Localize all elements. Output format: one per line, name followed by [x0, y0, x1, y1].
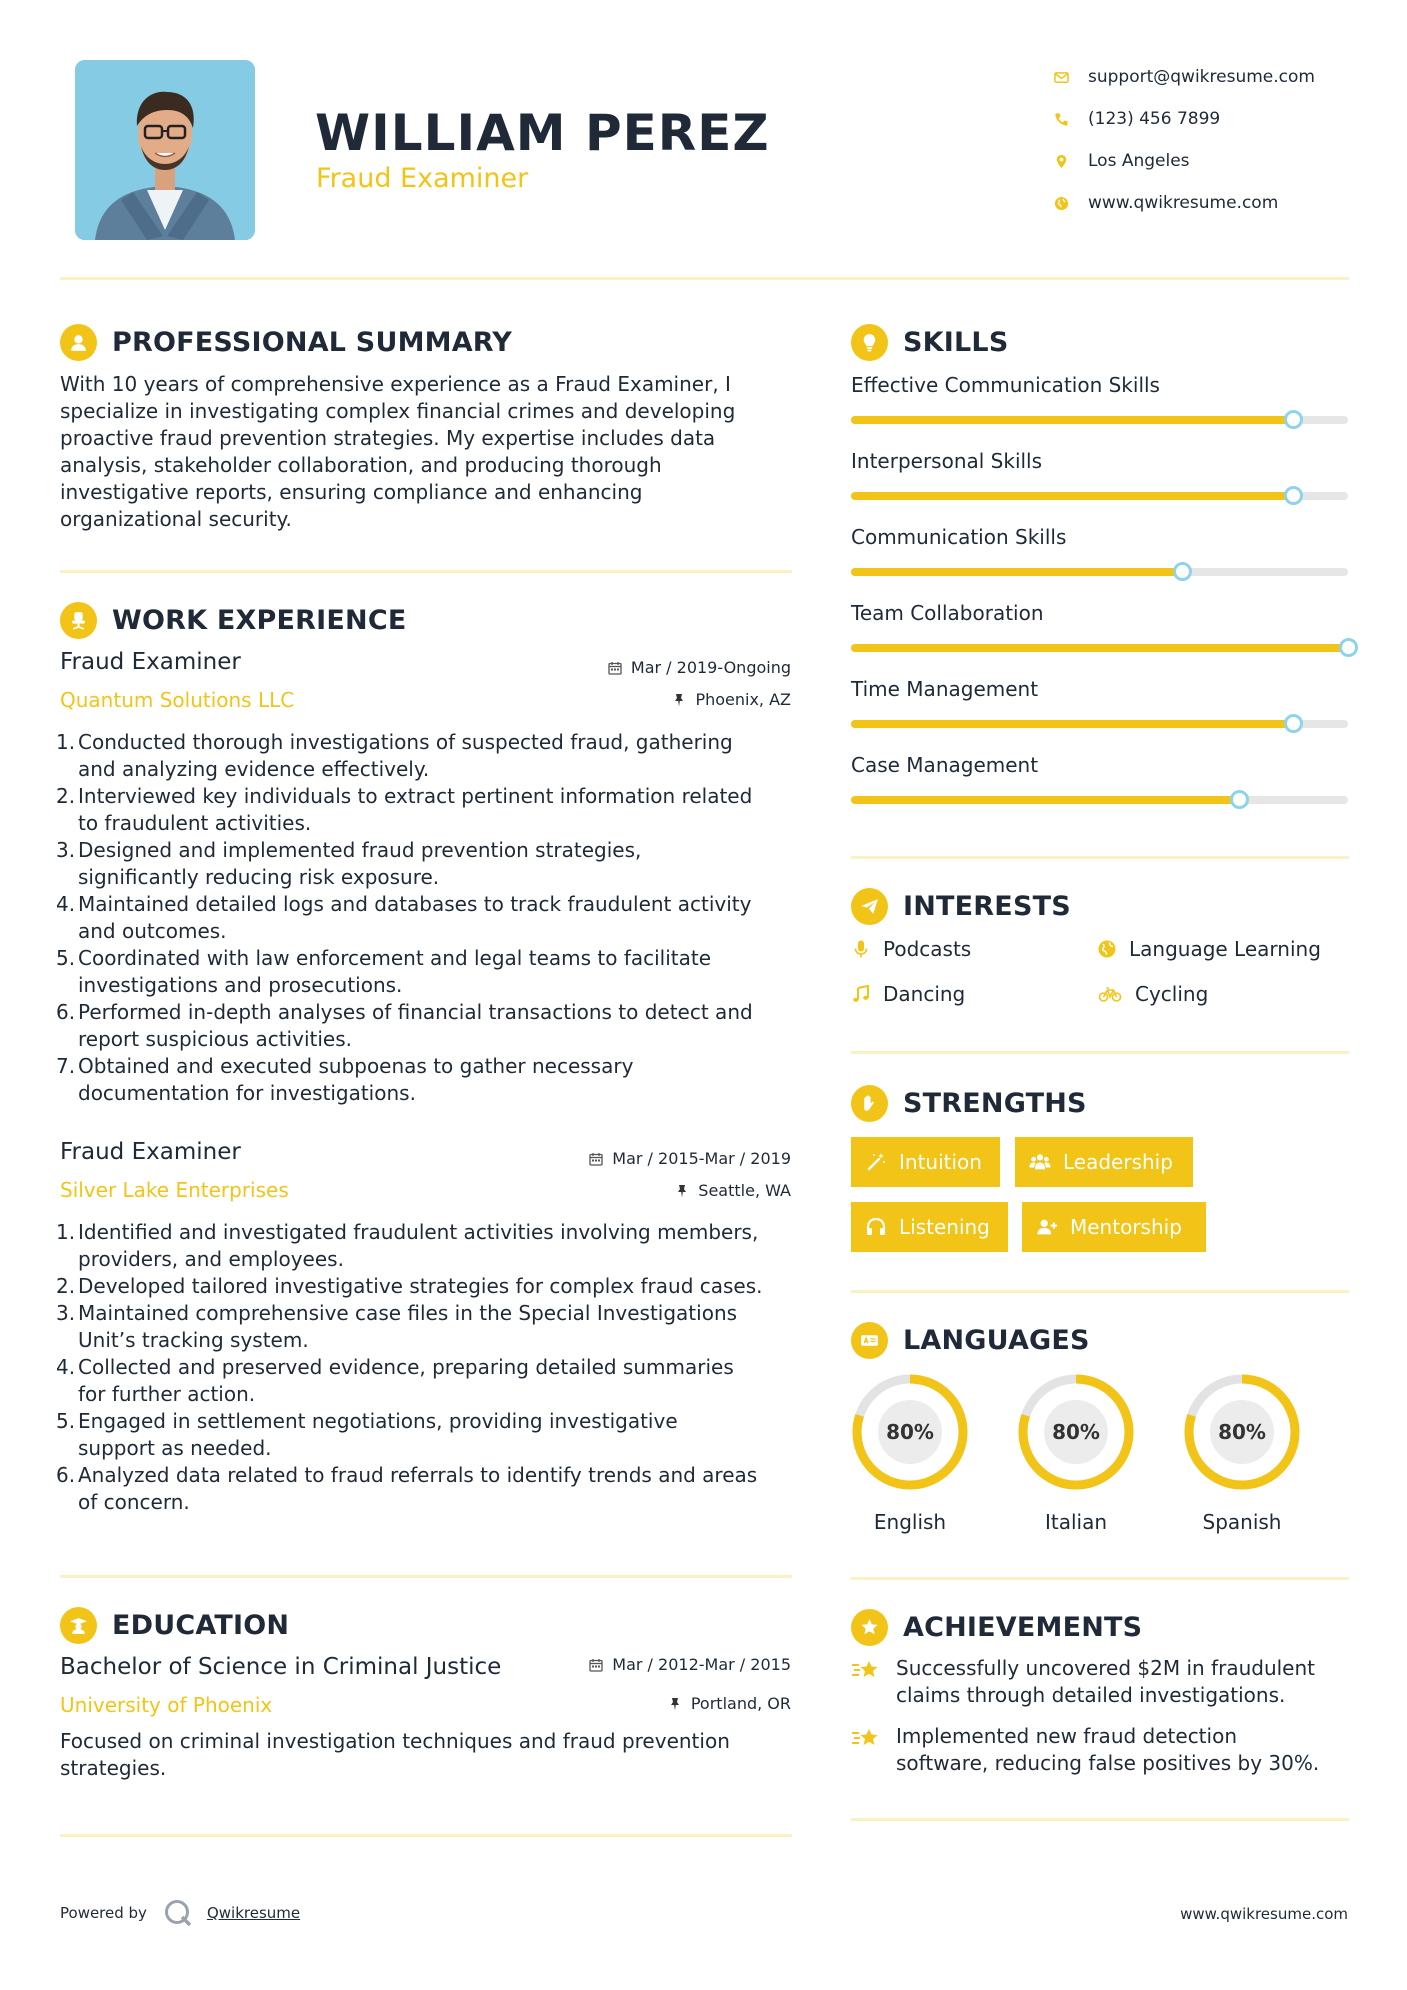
contact-email-text: support@qwikresume.com: [1088, 67, 1315, 87]
job-date-text: Mar / 2019-Ongoing: [630, 658, 791, 677]
education-title: EDUCATION: [112, 1610, 290, 1641]
interest-item: [851, 937, 971, 961]
section-divider: [60, 570, 792, 573]
skill-label: Interpersonal Skills: [851, 449, 1043, 473]
achievement-item: [851, 1723, 1351, 1777]
job-duties: [56, 729, 800, 1107]
footer-branding: [60, 1898, 300, 1928]
education-date: [460, 1655, 791, 1674]
magic-wand-icon: [865, 1151, 887, 1173]
job-company: Silver Lake Enterprises: [60, 1178, 289, 1202]
interest-label: Dancing: [883, 982, 966, 1006]
pin-icon: [675, 1184, 689, 1198]
work-heading: [60, 602, 406, 639]
interest-item: [851, 982, 965, 1006]
school-name: University of Phoenix: [60, 1693, 273, 1717]
skill-item: [851, 677, 1348, 704]
shooting-star-icon: [851, 1657, 881, 1685]
summary-line: organizational security.: [60, 507, 292, 531]
skill-level-knob: [1230, 790, 1249, 809]
duty-item: 3. Designed and implemented fraud prevention strategies, significantly reducing risk exposure.: [56, 838, 642, 889]
skill-level-fill: [851, 416, 1293, 424]
language-card-icon: [851, 1322, 888, 1359]
summary-line: specialize in investigating complex financial crimes and developing: [60, 399, 736, 423]
education-location: [460, 1694, 791, 1713]
summary-line: proactive fraud prevention strategies. My expertise includes data: [60, 426, 716, 450]
language-ring: [848, 1370, 972, 1494]
envelope-icon: [1052, 70, 1088, 85]
work-title: WORK EXPERIENCE: [112, 605, 407, 636]
duty-item: 3. Maintained comprehensive case files in the Special Investigations Unit’s tracking system.: [56, 1301, 738, 1352]
summary-text: [60, 371, 800, 533]
education-location-text: Portland, OR: [690, 1694, 791, 1713]
contact-location-text: Los Angeles: [1088, 151, 1190, 171]
phone-icon: [1052, 112, 1088, 127]
powered-by-text: Powered by: [60, 1904, 147, 1922]
pin-icon: [672, 693, 686, 707]
user-plus-icon: [1036, 1216, 1058, 1238]
skill-label: Team Collaboration: [851, 601, 1044, 625]
languages-heading: [851, 1322, 1090, 1359]
shooting-star-icon: [851, 1725, 881, 1753]
language-name: Italian: [1044, 1510, 1108, 1534]
duty-item: 2. Developed tailored investigative strategies for complex fraud cases.: [56, 1274, 763, 1298]
achievements-heading: [851, 1609, 1142, 1646]
section-divider: [851, 1290, 1349, 1293]
language-item: [1014, 1370, 1138, 1534]
language-percent: 80%: [886, 1420, 934, 1444]
skill-item: [851, 601, 1348, 628]
language-item: [848, 1370, 972, 1534]
achievement-text: Successfully uncovered $2M in fraudulent claims through detailed investigations.: [896, 1656, 1315, 1707]
contact-phone[interactable]: [1052, 98, 1372, 140]
calendar-icon: [589, 1152, 603, 1166]
contact-email[interactable]: [1052, 56, 1372, 98]
skill-level-knob: [1284, 410, 1303, 429]
graduate-icon: [60, 1607, 97, 1644]
duty-item: 4. Collected and preserved evidence, preparing detailed summaries for further action.: [56, 1355, 734, 1406]
skill-label: Case Management: [851, 753, 1039, 777]
job-location: [460, 1181, 791, 1200]
bicycle-icon: [1097, 984, 1123, 1004]
job-date-text: Mar / 2015-Mar / 2019: [612, 1149, 791, 1168]
contact-website[interactable]: [1052, 182, 1372, 224]
achievement-item: [851, 1655, 1351, 1709]
office-chair-icon: [60, 602, 97, 639]
summary-title: PROFESSIONAL SUMMARY: [112, 327, 513, 358]
education-line: strategies.: [60, 1756, 167, 1780]
language-percent: 80%: [1218, 1420, 1266, 1444]
calendar-icon: [608, 661, 622, 675]
strength-tag: [851, 1202, 1008, 1252]
duty-item: 5. Engaged in settlement negotiations, providing investigative support as needed.: [56, 1409, 678, 1460]
duty-item: 7. Obtained and executed subpoenas to gather necessary documentation for investigations.: [56, 1054, 634, 1105]
interests-title: INTERESTS: [903, 891, 1071, 922]
education-line: Focused on criminal investigation techniques and fraud prevention: [60, 1729, 730, 1753]
duty-item: 2. Interviewed key individuals to extract pertinent information related to fraudulent activities.: [56, 784, 753, 835]
location-icon: [1052, 154, 1088, 169]
section-divider: [851, 1577, 1349, 1580]
job-date: [460, 1149, 791, 1168]
job-location-text: Seattle, WA: [698, 1181, 791, 1200]
strength-label: Mentorship: [1070, 1215, 1182, 1239]
achievement-text: Implemented new fraud detection software, reducing false positives by 30%.: [896, 1724, 1320, 1775]
header-divider: [60, 277, 1349, 280]
language-name: English: [873, 1510, 947, 1534]
duty-item: 4. Maintained detailed logs and databases to track fraudulent activity and outcomes.: [56, 892, 752, 943]
skill-item: [851, 753, 1348, 780]
job-company: Quantum Solutions LLC: [60, 688, 295, 712]
contact-list: [1052, 56, 1372, 224]
qwikresume-link[interactable]: Qwikresume: [206, 1904, 301, 1922]
microphone-icon: [851, 939, 871, 959]
summary-line: analysis, stakeholder collaboration, and producing thorough: [60, 453, 662, 477]
summary-line: investigative reports, ensuring compliance and enhancing: [60, 480, 643, 504]
interests-heading: [851, 888, 1071, 925]
job-title: Fraud Examiner: [60, 649, 241, 675]
language-ring: [1014, 1370, 1138, 1494]
skill-item: [851, 525, 1348, 552]
strength-tag: [1015, 1137, 1193, 1187]
job-location-text: Phoenix, AZ: [695, 690, 791, 709]
duty-item: 1. Identified and investigated fraudulent activities involving members, providers, and employees.: [56, 1220, 759, 1271]
education-heading: [60, 1607, 289, 1644]
language-name: Spanish: [1202, 1510, 1282, 1534]
duty-item: 6. Analyzed data related to fraud referrals to identify trends and areas of concern.: [56, 1463, 758, 1514]
hand-icon: [851, 1085, 888, 1122]
degree-title: Bachelor of Science in Criminal Justice: [60, 1654, 502, 1680]
headphones-icon: [865, 1216, 887, 1238]
skills-heading: [851, 324, 1008, 361]
section-divider: [60, 1575, 792, 1578]
summary-heading: [60, 324, 512, 361]
language-percent: 80%: [1052, 1420, 1100, 1444]
lightbulb-icon: [851, 324, 888, 361]
candidate-name: WILLIAM PEREZ: [315, 104, 770, 162]
duty-item: 1. Conducted thorough investigations of suspected fraud, gathering and analyzing evidence effectively.: [56, 730, 733, 781]
job-duties: [56, 1219, 800, 1516]
duty-item: 5. Coordinated with law enforcement and legal teams to facilitate investigations and prosecutions.: [56, 946, 712, 997]
languages-title: LANGUAGES: [903, 1325, 1090, 1356]
language-item: [1180, 1370, 1304, 1534]
skill-level-fill: [851, 568, 1182, 576]
calendar-icon: [589, 1658, 603, 1672]
strength-tag: [851, 1137, 1000, 1187]
music-note-icon: [851, 984, 871, 1004]
section-divider: [60, 1834, 792, 1837]
skill-level-fill: [851, 492, 1293, 500]
achievements-title: ACHIEVEMENTS: [903, 1612, 1143, 1643]
education-description: [60, 1728, 800, 1782]
strength-label: Intuition: [899, 1150, 982, 1174]
interest-item: [1097, 982, 1208, 1006]
skills-title: SKILLS: [903, 327, 1009, 358]
duty-item: 6. Performed in-depth analyses of financial transactions to detect and report suspicious activities.: [56, 1000, 753, 1051]
section-divider: [851, 1051, 1349, 1054]
person-photo: [75, 60, 255, 240]
users-icon: [1029, 1151, 1051, 1173]
interest-label: Cycling: [1135, 982, 1209, 1006]
skill-level-fill: [851, 796, 1239, 804]
strength-tag: [1022, 1202, 1206, 1252]
summary-line: With 10 years of comprehensive experience as a Fraud Examiner, I: [60, 372, 731, 396]
user-icon: [60, 324, 97, 361]
strengths-title: STRENGTHS: [903, 1088, 1087, 1119]
skill-level-fill: [851, 644, 1348, 652]
section-divider: [851, 856, 1349, 859]
interest-item: [1097, 937, 1321, 961]
skill-level-knob: [1339, 638, 1358, 657]
profile-photo: [75, 60, 255, 240]
strength-label: Listening: [899, 1215, 990, 1239]
star-badge-icon: [851, 1609, 888, 1646]
skill-label: Communication Skills: [851, 525, 1067, 549]
globe-icon: [1097, 939, 1117, 959]
footer-site[interactable]: www.qwikresume.com: [1180, 1905, 1348, 1923]
skill-item: [851, 449, 1348, 476]
skill-level-knob: [1284, 486, 1303, 505]
education-date-text: Mar / 2012-Mar / 2015: [612, 1655, 791, 1674]
skill-level-fill: [851, 720, 1293, 728]
contact-website-text: www.qwikresume.com: [1088, 193, 1279, 213]
skill-label: Time Management: [851, 677, 1039, 701]
interest-label: Language Learning: [1129, 937, 1321, 961]
section-divider: [851, 1818, 1349, 1821]
job-location: [460, 690, 791, 709]
job-date: [460, 658, 791, 677]
qwikresume-logo-icon: [163, 1898, 193, 1928]
globe-icon: [1052, 196, 1088, 211]
interest-label: Podcasts: [883, 937, 972, 961]
skill-level-knob: [1173, 562, 1192, 581]
skill-item: [851, 373, 1348, 400]
skill-label: Effective Communication Skills: [851, 373, 1160, 397]
contact-location: [1052, 140, 1372, 182]
pin-icon: [668, 1697, 682, 1711]
job-title: Fraud Examiner: [60, 1139, 241, 1165]
paper-plane-icon: [851, 888, 888, 925]
candidate-role: Fraud Examiner: [316, 163, 529, 194]
strength-label: Leadership: [1063, 1150, 1173, 1174]
language-ring: [1180, 1370, 1304, 1494]
strengths-heading: [851, 1085, 1087, 1122]
skill-level-knob: [1284, 714, 1303, 733]
contact-phone-text: (123) 456 7899: [1088, 109, 1221, 129]
